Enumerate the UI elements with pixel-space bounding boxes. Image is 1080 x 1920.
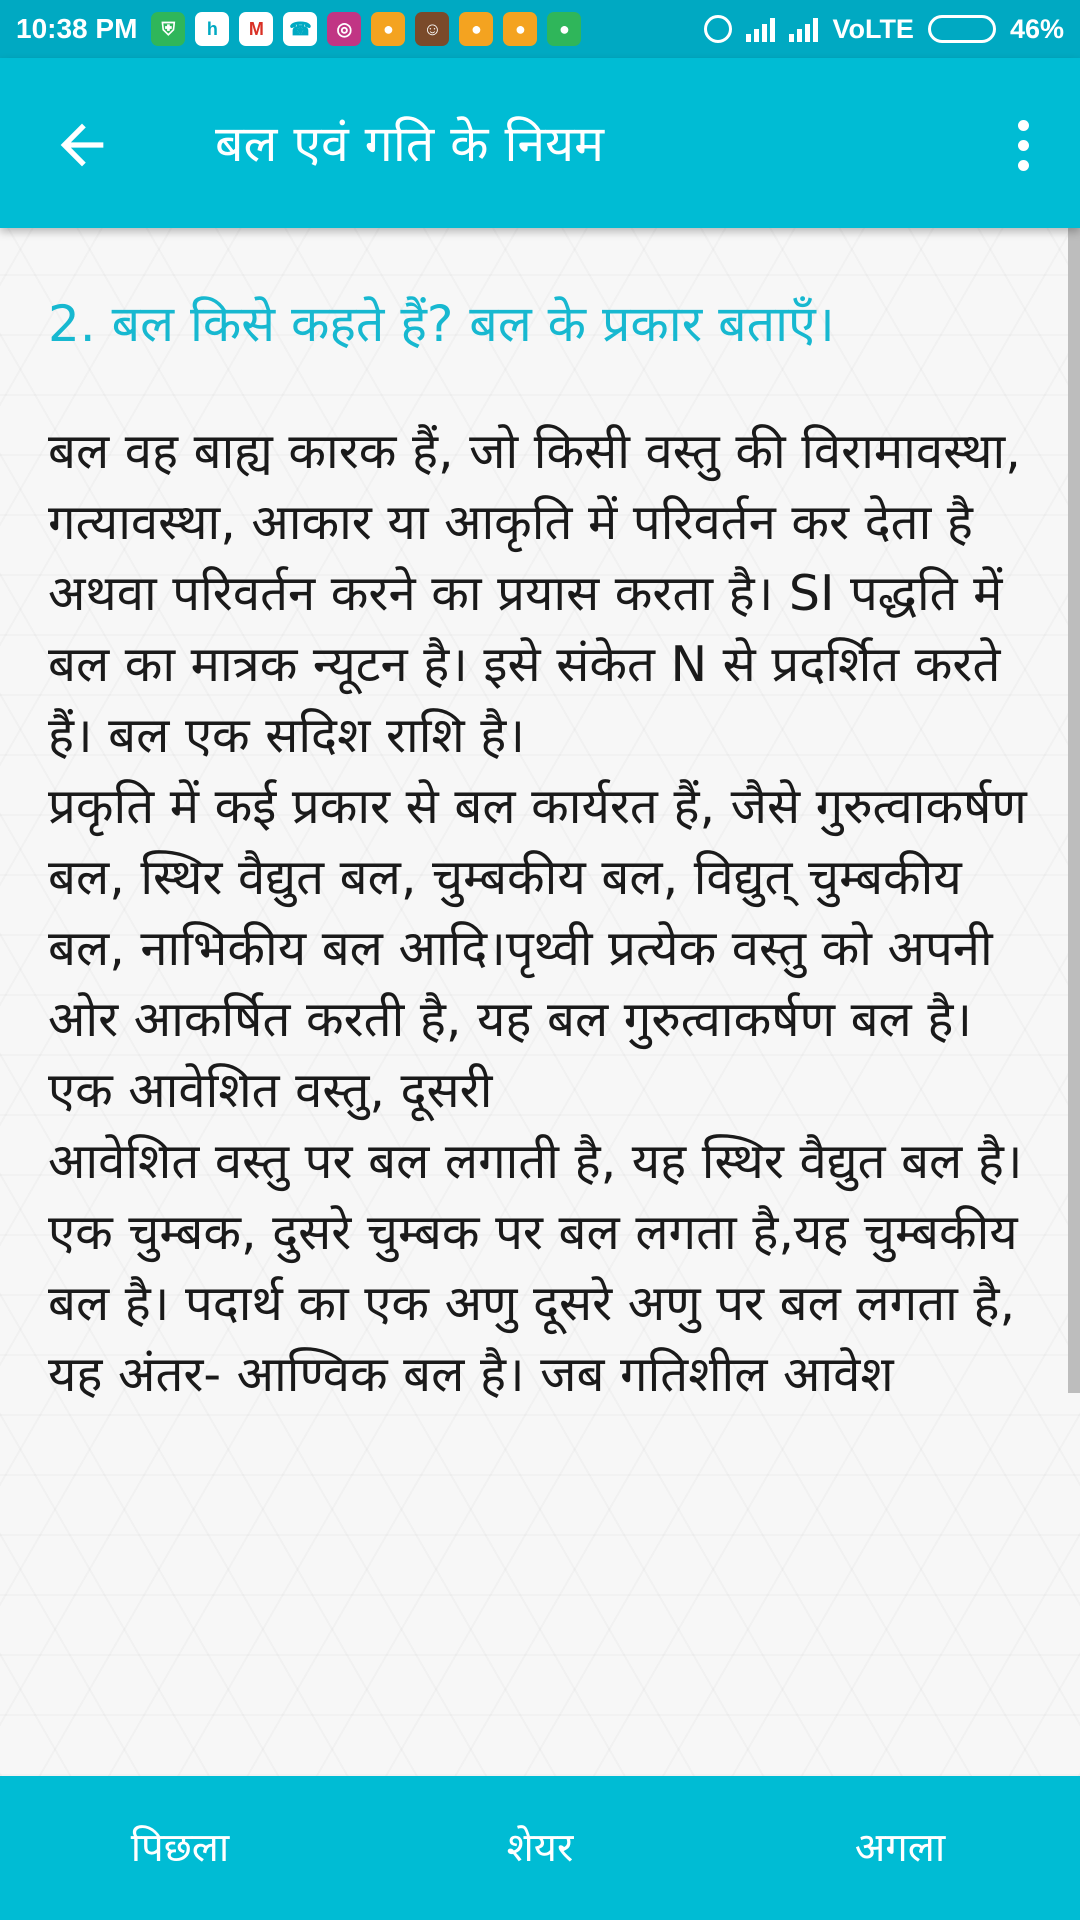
answer-paragraph: आवेशित वस्तु पर बल लगाती है, यह स्थिर वैद्युत बल है। एक चुम्बक, दुसरे चुम्बक पर बल लगता है,यह चुम्बकीय बल है। पदार्थ का एक अणु दूसरे अणु पर बल लगता है, यह अंतर- आण्विक बल है। जब गतिशील आवेश — [48, 1133, 1023, 1403]
avatar-icon: ☺ — [415, 12, 449, 46]
more-vert-icon — [1018, 120, 1029, 131]
arrow-left-icon — [50, 113, 114, 177]
more-vert-icon — [1018, 140, 1029, 151]
status-right — [704, 14, 1064, 45]
chat-icon: ● — [371, 12, 405, 46]
bottom-nav-bar — [0, 1776, 1080, 1920]
back-button[interactable] — [50, 113, 114, 177]
chat-icon: ● — [459, 12, 493, 46]
alarm-icon — [704, 15, 732, 43]
status-bar — [0, 0, 1080, 58]
instagram-icon: ◎ — [327, 12, 361, 46]
chat-icon: ● — [503, 12, 537, 46]
battery-icon — [928, 15, 996, 43]
answer-text — [48, 416, 1038, 1646]
more-vert-icon — [1018, 160, 1029, 171]
shield-icon: ⛨ — [151, 12, 185, 46]
notification-icons — [151, 12, 581, 46]
phone-icon: ☎ — [283, 12, 317, 46]
app-bar — [0, 58, 1080, 228]
gmail-icon: M — [239, 12, 273, 46]
previous-button[interactable]: पिछला — [130, 1825, 230, 1871]
answer-paragraph: बल वह बाह्य कारक हैं, जो किसी वस्तु की विरामावस्था, गत्यावस्था, आकार या आकृति में परिवर्तन कर देता है अथवा परिवर्तन करने का प्रयास करता है। SI पद्धति में बल का मात्रक न्यूटन है। इसे संकेत N से प्रदर्शित करते हैं। बल एक सदिश राशि है। — [48, 423, 1021, 764]
battery-percent: 46% — [1009, 13, 1064, 44]
status-time: 10:38 PM — [16, 13, 138, 44]
signal-icon — [746, 16, 775, 42]
answer-paragraph: प्रकृति में कई प्रकार से बल कार्यरत हैं, जैसे गुरुत्वाकर्षण बल, स्थिर वैद्युत बल, चुम्बकीय बल, विद्युत् चुम्बकीय बल, नाभिकीय बल आदि।पृथ्वी प्रत्येक वस्तु को अपनी ओर आकर्षित करती है, यह बल गुरुत्वाकर्षण बल है। एक आवेशित वस्तु, दूसरी — [48, 778, 1027, 1119]
signal-icon — [789, 16, 818, 42]
hike-icon: h — [195, 12, 229, 46]
article-content[interactable] — [0, 228, 1080, 1776]
game-icon: ● — [547, 12, 581, 46]
next-button[interactable]: अगला — [854, 1825, 946, 1871]
overflow-menu-button[interactable] — [996, 113, 1050, 177]
page-title: बल एवं गति के नियम — [215, 115, 605, 173]
scrollbar[interactable] — [1068, 228, 1080, 1393]
network-type: VoLTE — [832, 13, 914, 44]
question-heading: 2. बल किसे कहते हैं? बल के प्रकार बताएँ। — [48, 295, 835, 353]
share-button[interactable]: शेयर — [506, 1825, 574, 1871]
